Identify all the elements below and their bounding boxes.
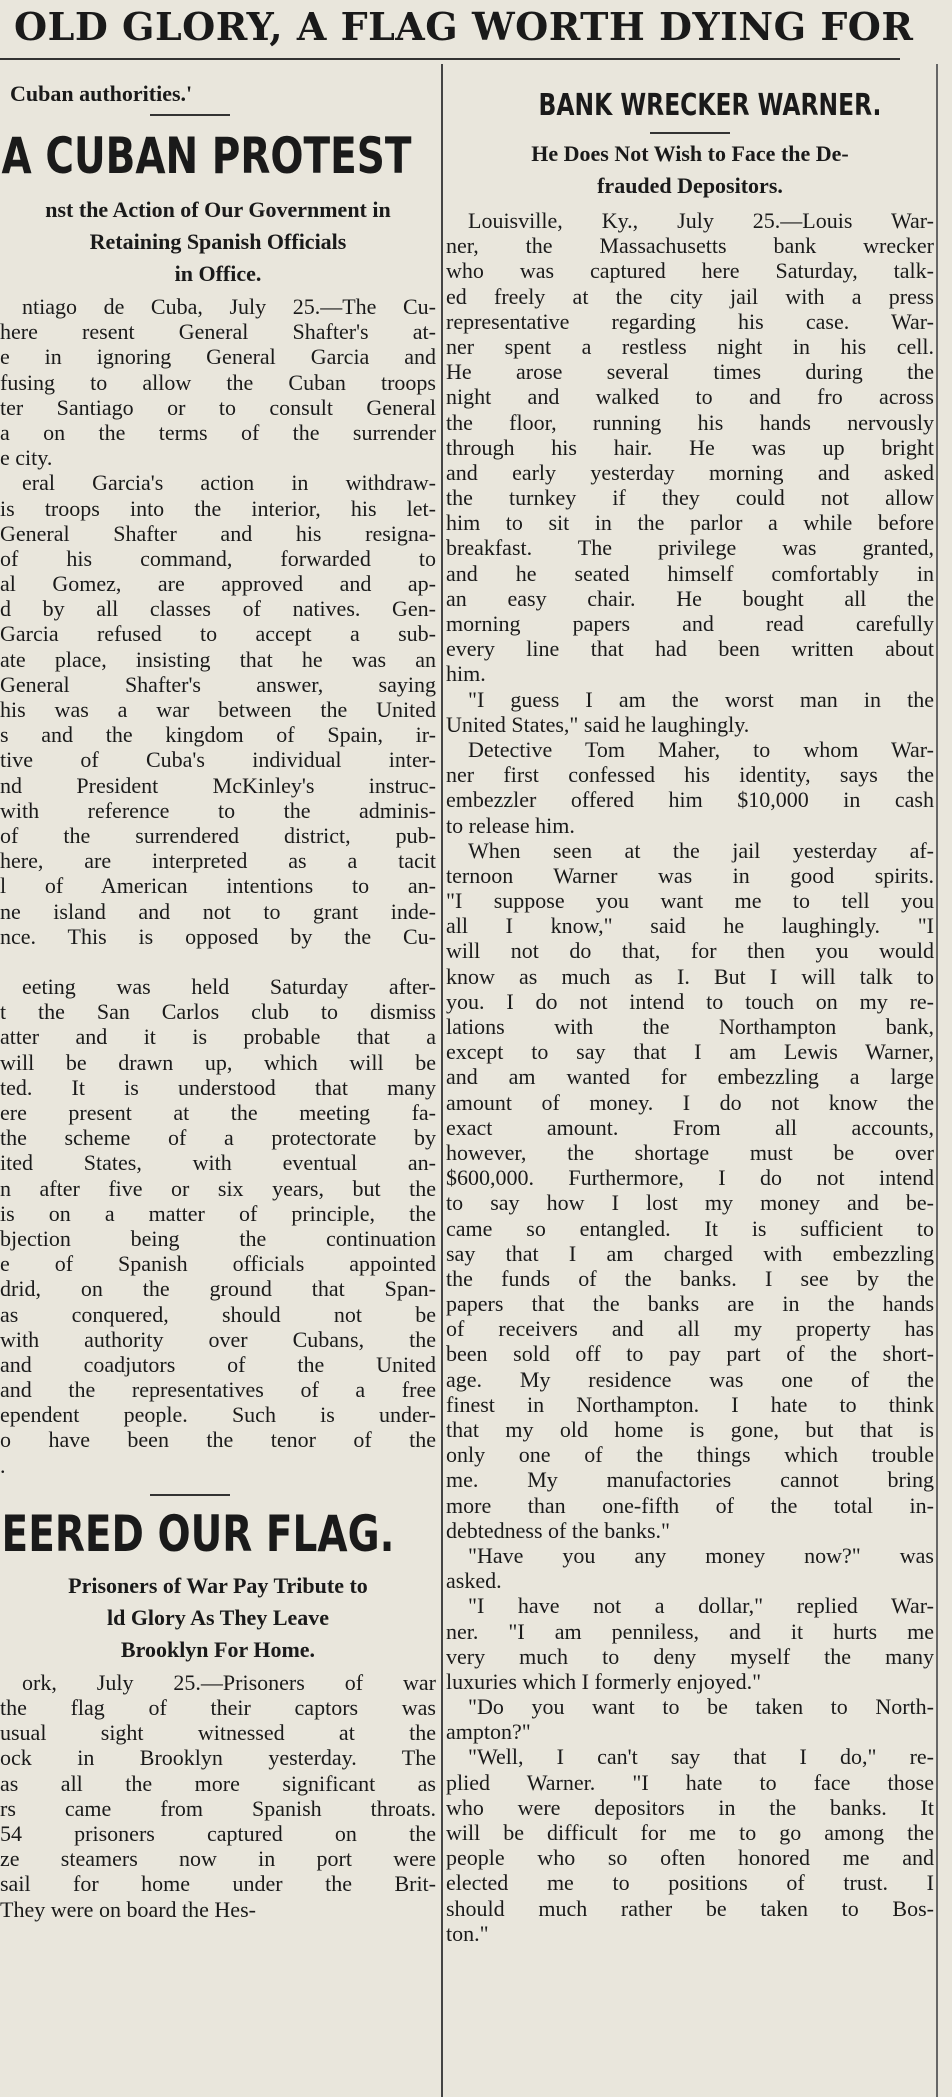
text-line: his was a war between the United: [0, 697, 436, 722]
cheered-flag-body: [0, 1670, 436, 1922]
text-line: of his command, forwarded to: [0, 545, 436, 571]
text-line: drid, on the ground that Span-: [0, 1276, 436, 1302]
text-line: only one of the things which trouble: [446, 1442, 934, 1468]
text-line: him.: [446, 661, 486, 687]
right-column: [446, 64, 934, 2097]
right-column-edge: [936, 64, 938, 2097]
text-line: me. My manufactories cannot bring: [446, 1467, 934, 1493]
deck-line: nst the Action of Our Government in: [45, 197, 391, 222]
text-line: al Gomez, are approved and ap-: [0, 571, 436, 597]
text-line: Garcia refused to accept a sub-: [0, 621, 436, 647]
text-line: elected me to positions of trust. I: [446, 1870, 934, 1896]
text-line: ock in Brooklyn yesterday. The: [0, 1745, 436, 1771]
text-line: of receivers and all my property has: [446, 1316, 934, 1342]
text-line: him to sit in the parlor a while before: [446, 510, 934, 536]
text-line: d by all classes of natives. Gen-: [0, 596, 436, 622]
text-line: sail for home under the Brit-: [0, 1871, 436, 1897]
text-line: all I know," said he laughingly. "I: [446, 913, 934, 939]
deck-line: He Does Not Wish to Face the De-: [531, 141, 849, 166]
deck-line: Brooklyn For Home.: [120, 1636, 316, 1662]
text-line: who was captured here Saturday, talk-: [446, 258, 934, 284]
text-line: luxuries which I formerly enjoyed.": [446, 1668, 762, 1694]
text-line: with authority over Cubans, the: [0, 1326, 436, 1352]
text-line: ampton?": [446, 1719, 531, 1745]
text-line: amount of money. I do not know the: [446, 1089, 934, 1115]
caption-rule: [150, 114, 230, 116]
text-line: night and walked to and fro across: [446, 384, 934, 410]
text-line: every line that had been written about: [446, 636, 934, 662]
text-line: who were depositors in the banks. It: [446, 1794, 934, 1820]
text-line: General Shafter's answer, saying: [0, 671, 436, 697]
text-line: been sold off to pay part of the short-: [446, 1341, 934, 1367]
text-line: fusing to allow the Cuban troops: [0, 369, 436, 395]
text-line: Detective Tom Maher, to whom War-: [468, 736, 934, 762]
text-line: ork, July 25.—Prisoners of war: [22, 1669, 436, 1695]
text-line: here resent General Shafter's at-: [0, 319, 436, 345]
text-line: e in ignoring General Garcia and: [0, 344, 436, 370]
text-line: [0, 949, 436, 974]
page-banner: [0, 0, 952, 60]
text-line: They were on board the Hes-: [0, 1896, 256, 1922]
text-line: an easy chair. He bought all the: [446, 585, 934, 611]
text-line: that my old home is gone, but that is: [446, 1417, 934, 1442]
text-line: "Do you want to be taken to North-: [468, 1694, 934, 1720]
text-line: s and the kingdom of Spain, ir-: [0, 722, 436, 748]
text-line: debtedness of the banks.": [446, 1517, 671, 1543]
text-line: and the representatives of a free: [0, 1377, 436, 1403]
text-line: ner spent a restless night in his cell.: [446, 333, 934, 359]
text-line: very much to deny myself the many: [446, 1643, 934, 1669]
text-line: bjection being the continuation: [0, 1225, 436, 1251]
text-line: you. I do not intend to touch on my re-: [446, 988, 934, 1014]
text-line: will be difficult for me to go among the: [446, 1820, 934, 1845]
text-line: ter Santiago or to consult General: [0, 394, 436, 420]
text-line: to release him.: [446, 812, 575, 838]
text-line: eral Garcia's action in withdraw-: [22, 470, 436, 496]
cheered-flag-deck: [0, 1570, 436, 1666]
text-line: rs came from Spanish throats.: [0, 1795, 436, 1821]
text-line: the turnkey if they could not allow: [446, 485, 934, 511]
text-line: "Well, I can't say that I do," re-: [468, 1744, 934, 1770]
text-line: exact amount. From all accounts,: [446, 1114, 934, 1140]
text-line: ntiago de Cuba, July 25.—The Cu-: [22, 294, 436, 319]
text-line: "I have not a dollar," replied War-: [468, 1593, 934, 1619]
text-line: "Have you any money now?" was: [468, 1542, 934, 1568]
left-column: [0, 64, 436, 2097]
text-line: nd President McKinley's instruc-: [0, 772, 436, 798]
text-line: embezzler offered him $10,000 in cash: [446, 787, 934, 813]
cuban-protest-headline: A CUBAN PROTEST: [1, 127, 412, 185]
cuban-protest-deck: [0, 194, 436, 290]
text-line: nce. This is opposed by the Cu-: [0, 923, 436, 949]
text-line: l of American intentions to an-: [0, 873, 436, 899]
text-line: to say how I lost my money and be-: [446, 1190, 934, 1216]
text-line: papers that the banks are in the hands: [446, 1291, 934, 1317]
text-line: n after five or six years, but the: [0, 1175, 436, 1201]
text-line: a on the terms of the surrender: [0, 419, 436, 445]
text-line: ed freely at the city jail with a press: [446, 283, 934, 309]
text-line: ate place, insisting that he was an: [0, 646, 436, 672]
column-divider: [441, 64, 443, 2097]
headline-rule: [650, 132, 730, 134]
text-line: o have been the tenor of the: [0, 1427, 436, 1453]
text-line: should much rather be taken to Bos-: [446, 1895, 934, 1921]
top-caption: Cuban authorities.': [10, 81, 193, 106]
text-line: and am wanted for embezzling a large: [446, 1064, 934, 1090]
text-line: of the surrendered district, pub-: [0, 822, 436, 848]
text-line: came so entangled. It is sufficient to: [446, 1215, 934, 1241]
text-line: however, the shortage must be over: [446, 1139, 934, 1165]
text-line: Louisville, Ky., July 25.—Louis War-: [468, 208, 934, 233]
text-line: ted. It is understood that many: [0, 1074, 436, 1100]
deck-line: Retaining Spanish Officials: [89, 229, 347, 254]
cheered-flag-headline: EERED OUR FLAG.: [1, 1504, 395, 1563]
text-line: and coadjutors of the United: [0, 1351, 436, 1377]
text-line: with reference to the adminis-: [0, 797, 436, 823]
text-line: eeting was held Saturday after-: [22, 974, 436, 1000]
deck-line: ld Glory As They Leave: [106, 1604, 330, 1630]
text-line: will not do that, for then you would: [446, 938, 934, 964]
text-line: 54 prisoners captured on the: [0, 1820, 436, 1846]
text-line: is troops into the interior, his let-: [0, 495, 436, 521]
text-line: He arose several times during the: [446, 359, 934, 385]
text-line: people who so often honored me and: [446, 1845, 934, 1871]
text-line: say that I am charged with embezzling: [446, 1240, 934, 1266]
text-line: tive of Cuba's individual inter-: [0, 747, 436, 773]
text-line: ependent people. Such is under-: [0, 1402, 436, 1428]
deck-line: Prisoners of War Pay Tribute to: [68, 1572, 368, 1598]
text-line: know as much as I. But I will talk to: [446, 963, 934, 989]
section-rule: [150, 1494, 230, 1496]
text-line: finest in Northampton. I hate to think: [446, 1391, 934, 1417]
banner-title: OLD GLORY, A FLAG WORTH DYING FOR: [14, 4, 914, 49]
text-line: e of Spanish officials appointed: [0, 1251, 436, 1277]
text-line: "I guess I am the worst man in the: [468, 686, 934, 712]
text-line: atter and it is probable that a: [0, 1024, 436, 1050]
text-line: usual sight witnessed at the: [0, 1720, 436, 1746]
text-line: t the San Carlos club to dismiss: [0, 999, 436, 1025]
text-line: the flag of their captors was: [0, 1695, 436, 1720]
text-line: General Shafter and his resigna-: [0, 520, 436, 546]
text-line: $600,000. Furthermore, I do not intend: [446, 1165, 934, 1191]
text-line: ternoon Warner was in good spirits.: [446, 862, 934, 888]
text-line: "I suppose you want me to tell you: [446, 888, 934, 914]
text-line: ere present at the meeting fa-: [0, 1100, 436, 1125]
bank-wrecker-deck: [446, 138, 934, 202]
text-line: age. My residence was one of the: [446, 1366, 934, 1392]
text-line: asked.: [446, 1568, 502, 1594]
text-line: ne island and not to grant inde-: [0, 898, 436, 924]
text-line: through his hair. He was up bright: [446, 434, 934, 460]
text-line: plied Warner. "I hate to face those: [446, 1769, 934, 1795]
text-line: breakfast. The privilege was granted,: [446, 535, 934, 561]
text-line: the funds of the banks. I see by the: [446, 1265, 934, 1291]
text-line: as all the more significant as: [0, 1770, 436, 1796]
text-line: except to say that I am Lewis Warner,: [446, 1039, 934, 1065]
text-line: ited States, with eventual an-: [0, 1150, 436, 1176]
text-line: is on a matter of principle, the: [0, 1200, 436, 1226]
text-line: here, are interpreted as a tacit: [0, 848, 436, 874]
deck-line: frauded Depositors.: [597, 173, 783, 198]
text-line: more than one-fifth of the total in-: [446, 1492, 934, 1518]
bank-wrecker-body: [446, 208, 934, 1946]
text-line: representative regarding his case. War-: [446, 308, 934, 334]
deck-line: in Office.: [174, 261, 262, 286]
banner-rule: [0, 58, 900, 60]
text-line: .: [0, 1452, 6, 1478]
text-line: ner. "I am penniless, and it hurts me: [446, 1618, 934, 1644]
text-line: ze steamers now in port were: [0, 1846, 436, 1872]
cuban-protest-body: [0, 294, 436, 1478]
text-line: the scheme of a protectorate by: [0, 1125, 436, 1151]
text-line: lations with the Northampton bank,: [446, 1014, 934, 1039]
text-line: ner, the Massachusetts bank wrecker: [446, 233, 934, 259]
text-line: morning papers and read carefully: [446, 611, 934, 636]
text-line: e city.: [0, 445, 53, 471]
bank-wrecker-headline: BANK WRECKER WARNER.: [538, 88, 882, 123]
text-line: the floor, running his hands nervously: [446, 409, 934, 435]
text-line: and he seated himself comfortably in: [446, 560, 934, 586]
text-line: ner first confessed his identity, says the: [446, 762, 934, 788]
text-line: will be drawn up, which will be: [0, 1049, 436, 1075]
text-line: When seen at the jail yesterday af-: [468, 837, 934, 863]
text-line: United States," said he laughingly.: [446, 711, 750, 737]
text-line: and early yesterday morning and asked: [446, 459, 934, 485]
text-line: as conquered, should not be: [0, 1301, 436, 1327]
text-line: ton.": [446, 1920, 489, 1946]
